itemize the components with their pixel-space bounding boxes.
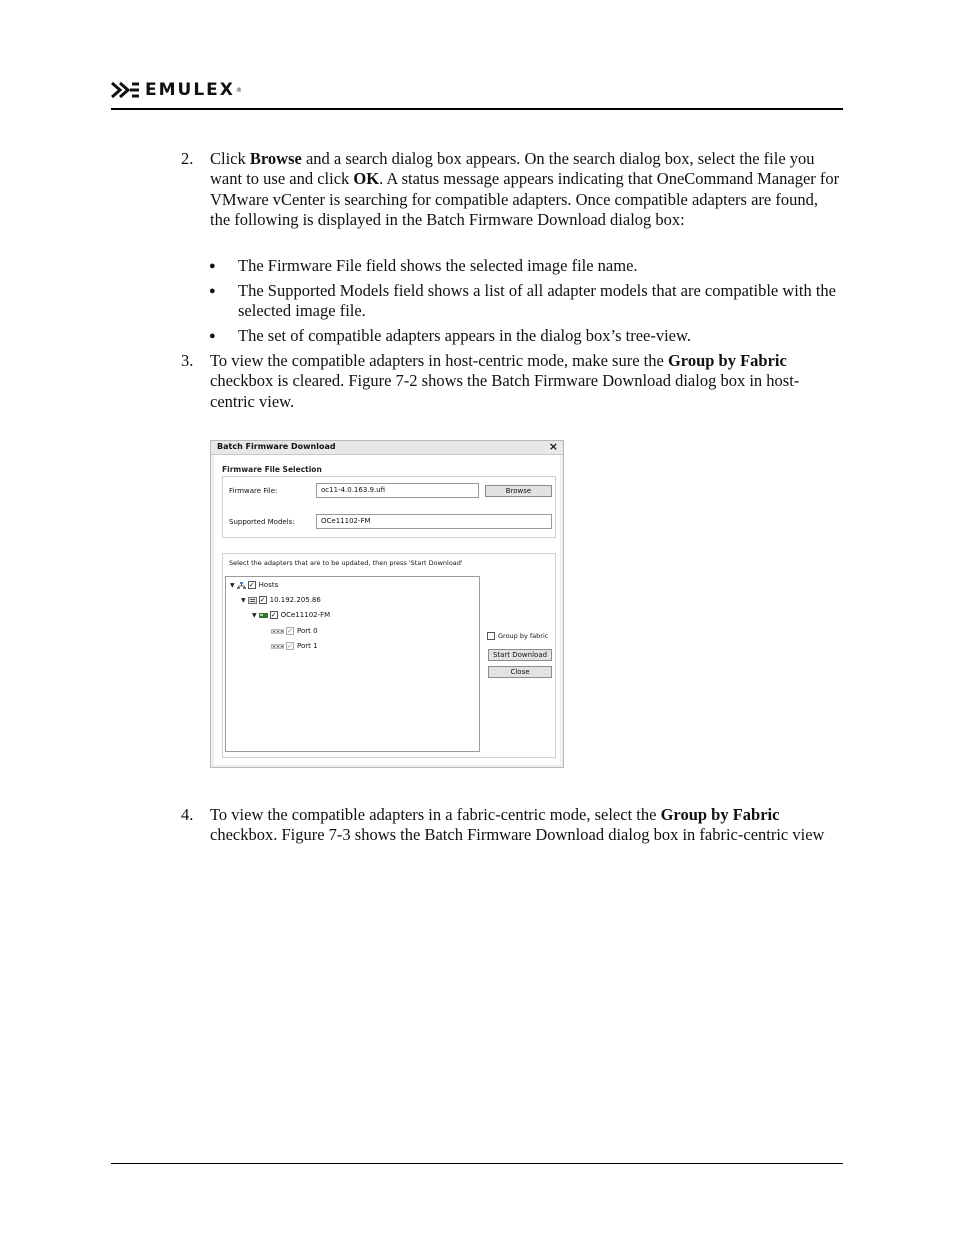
trademark: ® bbox=[235, 86, 242, 94]
adapter-card-icon bbox=[259, 612, 268, 619]
bullet-icon: ● bbox=[209, 330, 216, 342]
tree-node-adapter[interactable] bbox=[252, 610, 330, 620]
step-number: 2. bbox=[181, 149, 194, 168]
bullet-item: The Supported Models field shows a list of all adapter models that are compatible with the selected image file. bbox=[238, 281, 836, 321]
dialog-title: Batch Firmware Download bbox=[217, 442, 336, 451]
dialog-titlebar bbox=[211, 441, 563, 455]
adapter-tree-view[interactable] bbox=[225, 576, 480, 752]
start-download-button[interactable]: Start Download bbox=[488, 649, 552, 661]
supported-models-label: Supported Models: bbox=[229, 518, 295, 526]
supported-models-field[interactable]: OCe11102-FM bbox=[316, 514, 552, 529]
text-segment: checkbox. Figure 7-3 shows the Batch Firmware Download dialog box in fabric-centric view bbox=[210, 825, 825, 845]
header-rule bbox=[111, 108, 843, 110]
tree-node-port-1[interactable] bbox=[271, 641, 318, 651]
host-server-icon bbox=[248, 597, 257, 604]
text-segment: and a search dialog box appears. On the search dialog box, select the file you want to use and click bbox=[210, 149, 815, 189]
dialog-body bbox=[214, 455, 560, 765]
expand-arrow-icon[interactable]: ▼ bbox=[241, 596, 246, 604]
text-segment: . A status message appears indicating that OneCommand Manager for VMware vCenter is searching for compatible adapters. Once compatible adapters are found, the following is displayed in the Batch Firmware Download dialog box: bbox=[210, 169, 840, 229]
footer-rule bbox=[111, 1163, 843, 1164]
firmware-file-label: Firmware File: bbox=[229, 487, 278, 495]
step-4-text bbox=[210, 805, 842, 846]
port-icon bbox=[271, 628, 284, 635]
host-checkbox[interactable]: ✓ bbox=[259, 596, 266, 604]
firmware-file-field[interactable]: oc11-4.0.163.9.ufi bbox=[316, 483, 479, 498]
emulex-logo bbox=[111, 80, 242, 100]
text-segment: To view the compatible adapters in host-centric mode, make sure the bbox=[210, 351, 668, 370]
text-segment: Click bbox=[210, 149, 250, 168]
network-icon bbox=[237, 582, 246, 589]
tree-node-host[interactable] bbox=[241, 595, 321, 605]
section-title: Firmware File Selection bbox=[222, 465, 322, 474]
bold-segment: Browse bbox=[249, 149, 302, 168]
tree-label: Port 1 bbox=[297, 642, 318, 650]
browse-button[interactable]: Browse bbox=[485, 485, 552, 497]
tree-node-port-0[interactable] bbox=[271, 626, 318, 636]
tree-label: Port 0 bbox=[297, 627, 318, 635]
tree-label: 10.192.205.86 bbox=[269, 596, 321, 604]
close-icon[interactable]: × bbox=[548, 440, 558, 453]
hosts-checkbox[interactable]: ✓ bbox=[248, 581, 255, 589]
port-0-checkbox[interactable]: ✓ bbox=[287, 627, 293, 635]
expand-arrow-icon[interactable]: ▼ bbox=[230, 581, 235, 589]
expand-arrow-icon[interactable]: ▼ bbox=[252, 611, 257, 619]
instructions-text: Select the adapters that are to be updated, then press 'Start Download' bbox=[229, 559, 463, 567]
step-3-text bbox=[210, 351, 842, 412]
group-by-fabric-checkbox[interactable] bbox=[487, 632, 548, 640]
group-by-fabric-label: Group by fabric bbox=[498, 632, 549, 640]
bold-segment: OK bbox=[353, 169, 380, 189]
emulex-mark-icon bbox=[111, 81, 141, 99]
bullet-icon: ● bbox=[209, 260, 216, 272]
tree-node-hosts[interactable] bbox=[230, 580, 278, 590]
adapter-checkbox[interactable]: ✓ bbox=[270, 611, 277, 619]
port-icon bbox=[271, 643, 284, 650]
bold-segment: Group by Fabric bbox=[667, 351, 787, 370]
text-segment: checkbox is cleared. Figure 7-2 shows the Batch Firmware Download dialog box in host-centric view. bbox=[210, 371, 800, 411]
step-number: 4. bbox=[181, 805, 194, 824]
bullet-icon: ● bbox=[209, 285, 216, 297]
step-2-text bbox=[210, 149, 842, 230]
text-segment: To view the compatible adapters in a fabric-centric mode, select the bbox=[210, 805, 661, 824]
bullet-item: The set of compatible adapters appears in the dialog box’s tree-view. bbox=[238, 326, 691, 345]
bullet-item: The Firmware File field shows the selected image file name. bbox=[238, 256, 638, 275]
brand-name: EMULEX bbox=[145, 80, 235, 100]
port-1-checkbox[interactable]: ✓ bbox=[287, 642, 293, 650]
step-number: 3. bbox=[181, 351, 194, 370]
checkbox-box[interactable] bbox=[487, 632, 495, 640]
tree-label: OCe11102-FM bbox=[280, 611, 331, 619]
batch-firmware-download-dialog bbox=[210, 440, 564, 768]
close-button[interactable]: Close bbox=[488, 666, 552, 678]
bold-segment: Group by Fabric bbox=[660, 805, 780, 824]
tree-label: Hosts bbox=[258, 581, 279, 589]
